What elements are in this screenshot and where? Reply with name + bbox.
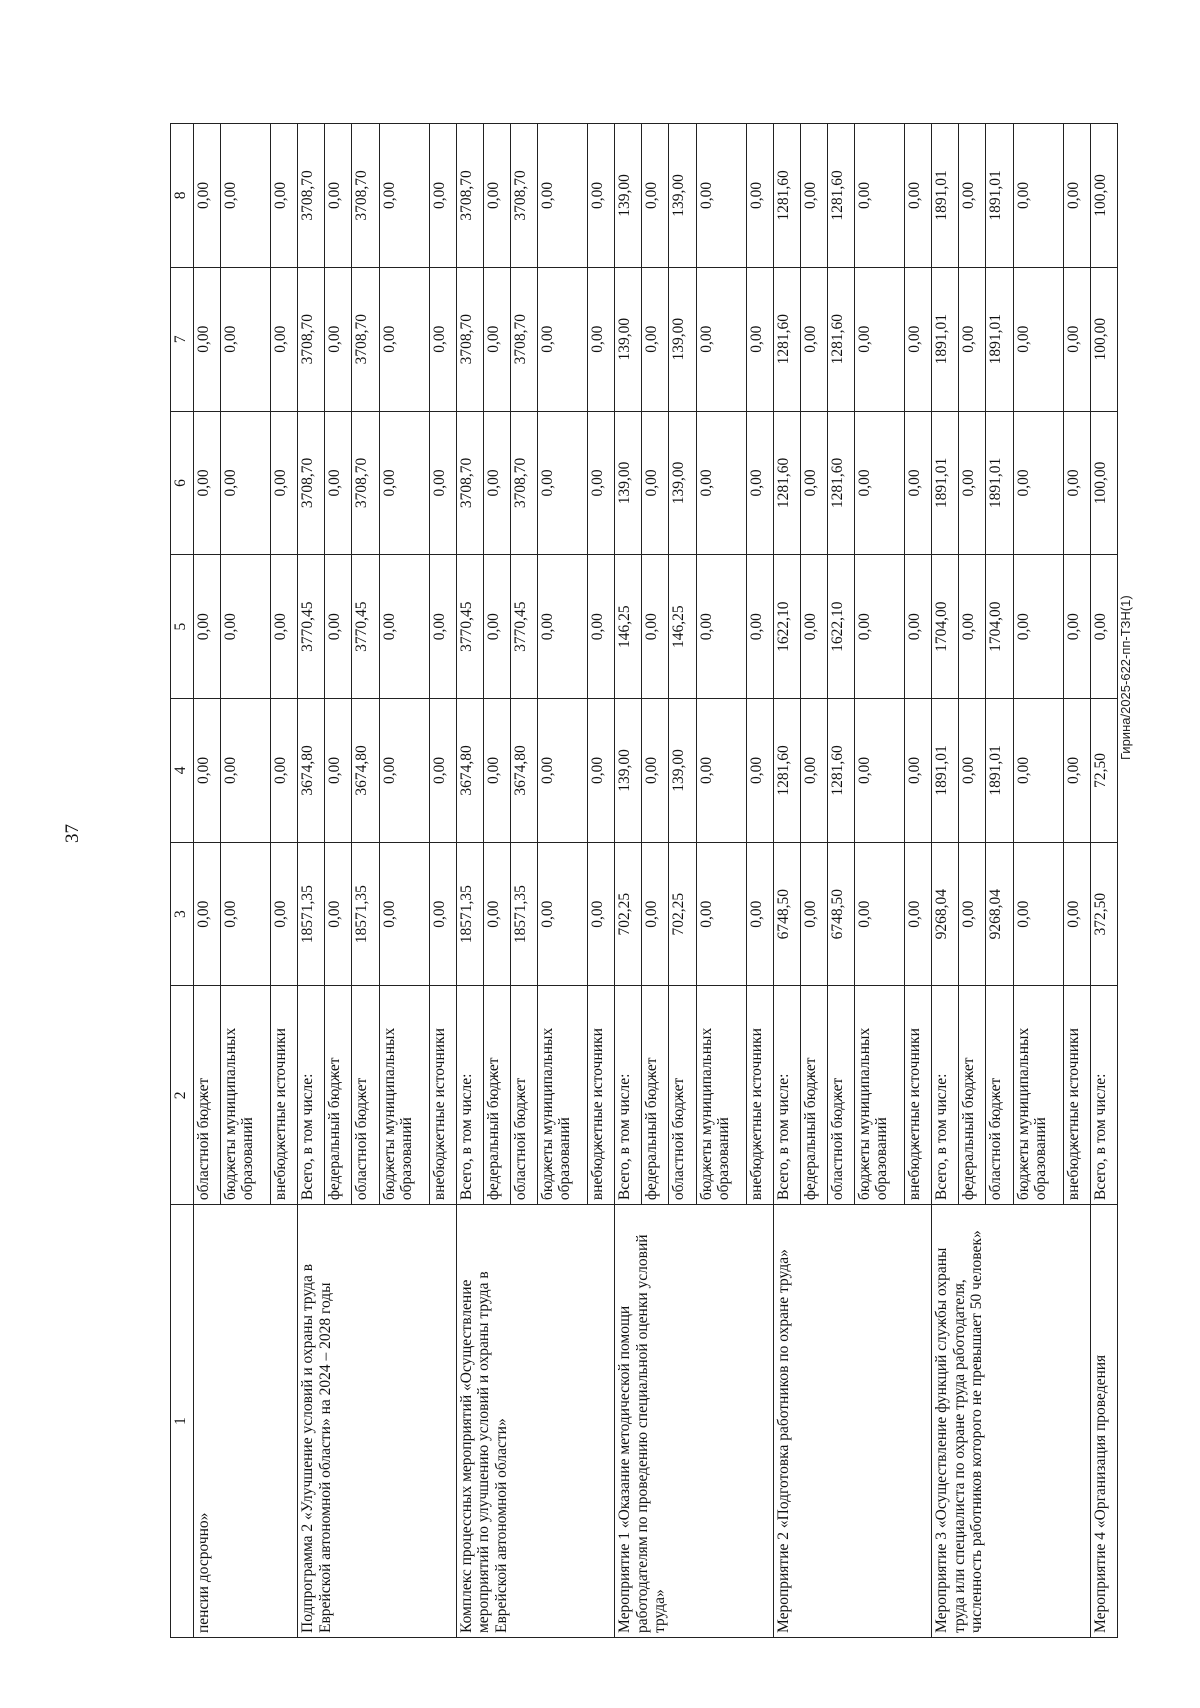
amount-cell: 0,00	[429, 411, 456, 555]
funding-source-cell: областной бюджет	[352, 986, 379, 1205]
amount-cell: 1704,00	[932, 555, 959, 699]
column-header: 3	[171, 842, 194, 986]
amount-cell: 0,00	[483, 555, 510, 699]
amount-cell: 0,00	[746, 699, 773, 843]
amount-cell: 0,00	[379, 699, 429, 843]
funding-source-cell: бюджеты муниципальных образований	[696, 986, 746, 1205]
amount-cell: 0,00	[194, 411, 221, 555]
amount-cell: 0,00	[1013, 555, 1063, 699]
amount-cell: 1891,01	[932, 124, 959, 268]
amount-cell: 0,00	[588, 411, 615, 555]
funding-source-cell: бюджеты муниципальных образований	[1013, 986, 1063, 1205]
amount-cell: 0,00	[271, 267, 298, 411]
amount-cell: 139,00	[669, 124, 696, 268]
amount-cell: 0,00	[429, 555, 456, 699]
amount-cell: 0,00	[696, 842, 746, 986]
amount-cell: 0,00	[959, 267, 986, 411]
amount-cell: 0,00	[221, 555, 271, 699]
amount-cell: 139,00	[669, 267, 696, 411]
amount-cell: 0,00	[855, 842, 905, 986]
amount-cell: 0,00	[325, 124, 352, 268]
amount-cell: 0,00	[1013, 411, 1063, 555]
amount-cell: 1281,60	[773, 699, 800, 843]
program-title-cell: Подпрограмма 2 «Улучшение условий и охраны труда в Еврейской автономной области» на 2024 – 2028 годы	[298, 1205, 456, 1638]
amount-cell: 1281,60	[773, 411, 800, 555]
amount-cell: 3674,80	[456, 699, 483, 843]
amount-cell: 0,00	[429, 124, 456, 268]
column-header: 6	[171, 411, 194, 555]
amount-cell: 0,00	[194, 555, 221, 699]
amount-cell: 139,00	[615, 124, 642, 268]
funding-source-cell: Всего, в том числе:	[932, 986, 959, 1205]
amount-cell: 6748,50	[773, 842, 800, 986]
amount-cell: 139,00	[615, 267, 642, 411]
funding-source-cell: бюджеты муниципальных образований	[538, 986, 588, 1205]
amount-cell: 3708,70	[352, 124, 379, 268]
amount-cell: 0,00	[800, 842, 827, 986]
amount-cell: 1622,10	[827, 555, 854, 699]
amount-cell: 0,00	[642, 699, 669, 843]
amount-cell: 702,25	[615, 842, 642, 986]
amount-cell: 0,00	[959, 411, 986, 555]
amount-cell: 0,00	[959, 842, 986, 986]
table-row	[1090, 124, 1117, 1638]
funding-source-cell: внебюджетные источники	[429, 986, 456, 1205]
program-title-cell: Комплекс процессных мероприятий «Осуществление мероприятий по улучшению условий и охраны труда в Еврейской автономной области»	[456, 1205, 614, 1638]
amount-cell: 100,00	[1090, 411, 1117, 555]
amount-cell: 9268,04	[986, 842, 1013, 986]
amount-cell: 0,00	[271, 842, 298, 986]
amount-cell: 0,00	[642, 124, 669, 268]
amount-cell: 3708,70	[298, 124, 325, 268]
funding-source-cell: Всего, в том числе:	[1090, 986, 1117, 1205]
amount-cell: 0,00	[379, 267, 429, 411]
amount-cell: 0,00	[379, 411, 429, 555]
amount-cell: 0,00	[855, 124, 905, 268]
amount-cell: 3708,70	[510, 124, 537, 268]
amount-cell: 0,00	[855, 699, 905, 843]
amount-cell: 0,00	[800, 411, 827, 555]
amount-cell: 0,00	[483, 411, 510, 555]
amount-cell: 139,00	[615, 699, 642, 843]
table-row	[932, 124, 959, 1638]
amount-cell: 0,00	[1063, 555, 1090, 699]
amount-cell: 3770,45	[352, 555, 379, 699]
funding-source-cell: Всего, в том числе:	[615, 986, 642, 1205]
amount-cell: 372,50	[1090, 842, 1117, 986]
amount-cell: 0,00	[588, 699, 615, 843]
financing-table	[170, 123, 1118, 1638]
amount-cell: 3708,70	[352, 411, 379, 555]
amount-cell: 1891,01	[986, 267, 1013, 411]
amount-cell: 0,00	[746, 267, 773, 411]
amount-cell: 0,00	[325, 699, 352, 843]
amount-cell: 9268,04	[932, 842, 959, 986]
amount-cell: 3674,80	[510, 699, 537, 843]
amount-cell: 0,00	[221, 411, 271, 555]
amount-cell: 0,00	[800, 267, 827, 411]
amount-cell: 0,00	[325, 555, 352, 699]
amount-cell: 0,00	[271, 411, 298, 555]
column-header: 5	[171, 555, 194, 699]
amount-cell: 0,00	[855, 555, 905, 699]
amount-cell: 0,00	[642, 267, 669, 411]
funding-source-cell: внебюджетные источники	[746, 986, 773, 1205]
amount-cell: 0,00	[905, 124, 932, 268]
amount-cell: 0,00	[905, 411, 932, 555]
amount-cell: 0,00	[1063, 124, 1090, 268]
amount-cell: 1891,01	[986, 699, 1013, 843]
column-header: 4	[171, 699, 194, 843]
amount-cell: 0,00	[696, 124, 746, 268]
amount-cell: 1281,60	[773, 124, 800, 268]
amount-cell: 0,00	[588, 267, 615, 411]
program-title-cell: Мероприятие 2 «Подготовка работников по охране труда»	[773, 1205, 931, 1638]
funding-source-cell: бюджеты муниципальных образований	[379, 986, 429, 1205]
amount-cell: 0,00	[959, 555, 986, 699]
funding-source-cell: областной бюджет	[669, 986, 696, 1205]
amount-cell: 0,00	[379, 555, 429, 699]
funding-source-cell: внебюджетные источники	[905, 986, 932, 1205]
amount-cell: 3674,80	[298, 699, 325, 843]
amount-cell: 1281,60	[773, 267, 800, 411]
table-row	[456, 124, 483, 1638]
amount-cell: 0,00	[429, 267, 456, 411]
amount-cell: 3708,70	[456, 267, 483, 411]
amount-cell: 1281,60	[827, 124, 854, 268]
program-title-cell: Мероприятие 3 «Осуществление функций службы охраны труда или специалиста по охране труда работодателя, численность работников которого не превышает 50 человек»	[932, 1205, 1090, 1638]
program-title-cell: пенсии досрочно»	[194, 1205, 298, 1638]
table-row	[615, 124, 642, 1638]
amount-cell: 0,00	[325, 267, 352, 411]
amount-cell: 0,00	[1063, 699, 1090, 843]
amount-cell: 139,00	[669, 411, 696, 555]
amount-cell: 0,00	[538, 699, 588, 843]
amount-cell: 0,00	[429, 842, 456, 986]
amount-cell: 3708,70	[456, 124, 483, 268]
rotated-table-wrapper	[170, 123, 1118, 1638]
amount-cell: 18571,35	[352, 842, 379, 986]
amount-cell: 0,00	[905, 842, 932, 986]
amount-cell: 0,00	[696, 411, 746, 555]
page-number: 37	[62, 824, 83, 843]
amount-cell: 0,00	[194, 842, 221, 986]
amount-cell: 0,00	[588, 555, 615, 699]
amount-cell: 0,00	[194, 699, 221, 843]
document-code: Гирина/2025-622-пп-ТЗН(1)	[1118, 595, 1133, 760]
amount-cell: 1891,01	[986, 411, 1013, 555]
amount-cell: 0,00	[483, 699, 510, 843]
amount-cell: 0,00	[1013, 124, 1063, 268]
amount-cell: 3770,45	[456, 555, 483, 699]
amount-cell: 3708,70	[510, 411, 537, 555]
amount-cell: 0,00	[1063, 267, 1090, 411]
amount-cell: 0,00	[379, 842, 429, 986]
amount-cell: 0,00	[959, 699, 986, 843]
amount-cell: 3770,45	[298, 555, 325, 699]
amount-cell: 0,00	[538, 267, 588, 411]
amount-cell: 72,50	[1090, 699, 1117, 843]
amount-cell: 6748,50	[827, 842, 854, 986]
amount-cell: 139,00	[615, 411, 642, 555]
amount-cell: 0,00	[746, 555, 773, 699]
amount-cell: 0,00	[325, 842, 352, 986]
amount-cell: 0,00	[379, 124, 429, 268]
amount-cell: 3708,70	[298, 411, 325, 555]
amount-cell: 0,00	[905, 555, 932, 699]
amount-cell: 0,00	[800, 555, 827, 699]
amount-cell: 18571,35	[510, 842, 537, 986]
amount-cell: 0,00	[194, 124, 221, 268]
amount-cell: 146,25	[669, 555, 696, 699]
funding-source-cell: федеральный бюджет	[483, 986, 510, 1205]
funding-source-cell: федеральный бюджет	[800, 986, 827, 1205]
amount-cell: 0,00	[959, 124, 986, 268]
amount-cell: 0,00	[1013, 699, 1063, 843]
column-header: 8	[171, 124, 194, 268]
amount-cell: 0,00	[221, 842, 271, 986]
amount-cell: 0,00	[1063, 842, 1090, 986]
funding-source-cell: областной бюджет	[827, 986, 854, 1205]
amount-cell: 3770,45	[510, 555, 537, 699]
amount-cell: 0,00	[271, 124, 298, 268]
amount-cell: 0,00	[588, 842, 615, 986]
amount-cell: 0,00	[538, 124, 588, 268]
header-row	[171, 124, 194, 1638]
amount-cell: 1891,01	[986, 124, 1013, 268]
amount-cell: 0,00	[855, 411, 905, 555]
table-row	[298, 124, 325, 1638]
amount-cell: 1281,60	[827, 699, 854, 843]
amount-cell: 0,00	[855, 267, 905, 411]
amount-cell: 0,00	[538, 842, 588, 986]
funding-source-cell: Всего, в том числе:	[773, 986, 800, 1205]
funding-source-cell: Всего, в том числе:	[456, 986, 483, 1205]
amount-cell: 0,00	[642, 555, 669, 699]
funding-source-cell: областной бюджет	[510, 986, 537, 1205]
amount-cell: 3708,70	[298, 267, 325, 411]
amount-cell: 0,00	[271, 699, 298, 843]
amount-cell: 0,00	[538, 411, 588, 555]
amount-cell: 139,00	[669, 699, 696, 843]
amount-cell: 1891,01	[932, 411, 959, 555]
amount-cell: 702,25	[669, 842, 696, 986]
amount-cell: 0,00	[1013, 267, 1063, 411]
amount-cell: 0,00	[905, 699, 932, 843]
column-header: 7	[171, 267, 194, 411]
amount-cell: 3708,70	[456, 411, 483, 555]
table-row	[773, 124, 800, 1638]
amount-cell: 0,00	[221, 267, 271, 411]
amount-cell: 0,00	[271, 555, 298, 699]
program-title-cell: Мероприятие 1 «Оказание методической помощи работодателям по проведению специальной оценки условий труда»	[615, 1205, 773, 1638]
amount-cell: 0,00	[221, 699, 271, 843]
amount-cell: 0,00	[1090, 555, 1117, 699]
amount-cell: 3674,80	[352, 699, 379, 843]
column-header: 2	[171, 986, 194, 1205]
column-header: 1	[171, 1205, 194, 1638]
amount-cell: 0,00	[538, 555, 588, 699]
funding-source-cell: бюджеты муниципальных образований	[221, 986, 271, 1205]
amount-cell: 0,00	[483, 124, 510, 268]
amount-cell: 0,00	[696, 267, 746, 411]
amount-cell: 1281,60	[827, 411, 854, 555]
amount-cell: 0,00	[905, 267, 932, 411]
funding-source-cell: федеральный бюджет	[325, 986, 352, 1205]
amount-cell: 1891,01	[932, 699, 959, 843]
amount-cell: 0,00	[483, 267, 510, 411]
amount-cell: 0,00	[483, 842, 510, 986]
amount-cell: 0,00	[746, 842, 773, 986]
amount-cell: 1622,10	[773, 555, 800, 699]
amount-cell: 3708,70	[352, 267, 379, 411]
amount-cell: 0,00	[429, 699, 456, 843]
amount-cell: 0,00	[588, 124, 615, 268]
amount-cell: 0,00	[1013, 842, 1063, 986]
funding-source-cell: внебюджетные источники	[588, 986, 615, 1205]
amount-cell: 0,00	[642, 842, 669, 986]
amount-cell: 146,25	[615, 555, 642, 699]
amount-cell: 0,00	[696, 699, 746, 843]
amount-cell: 0,00	[325, 411, 352, 555]
amount-cell: 0,00	[746, 124, 773, 268]
funding-source-cell: Всего, в том числе:	[298, 986, 325, 1205]
amount-cell: 0,00	[1063, 411, 1090, 555]
amount-cell: 18571,35	[456, 842, 483, 986]
funding-source-cell: бюджеты муниципальных образований	[855, 986, 905, 1205]
program-title-cell: Мероприятие 4 «Организация проведения	[1090, 1205, 1117, 1638]
funding-source-cell: внебюджетные источники	[1063, 986, 1090, 1205]
amount-cell: 1891,01	[932, 267, 959, 411]
amount-cell: 1704,00	[986, 555, 1013, 699]
amount-cell: 0,00	[696, 555, 746, 699]
amount-cell: 0,00	[194, 267, 221, 411]
funding-source-cell: федеральный бюджет	[959, 986, 986, 1205]
amount-cell: 0,00	[642, 411, 669, 555]
funding-source-cell: областной бюджет	[986, 986, 1013, 1205]
funding-source-cell: федеральный бюджет	[642, 986, 669, 1205]
funding-source-cell: внебюджетные источники	[271, 986, 298, 1205]
amount-cell: 1281,60	[827, 267, 854, 411]
amount-cell: 3708,70	[510, 267, 537, 411]
amount-cell: 0,00	[800, 699, 827, 843]
table-row	[194, 124, 221, 1638]
amount-cell: 0,00	[800, 124, 827, 268]
amount-cell: 18571,35	[298, 842, 325, 986]
amount-cell: 100,00	[1090, 267, 1117, 411]
amount-cell: 0,00	[221, 124, 271, 268]
table-body	[194, 124, 1118, 1638]
amount-cell: 0,00	[746, 411, 773, 555]
amount-cell: 100,00	[1090, 124, 1117, 268]
funding-source-cell: областной бюджет	[194, 986, 221, 1205]
